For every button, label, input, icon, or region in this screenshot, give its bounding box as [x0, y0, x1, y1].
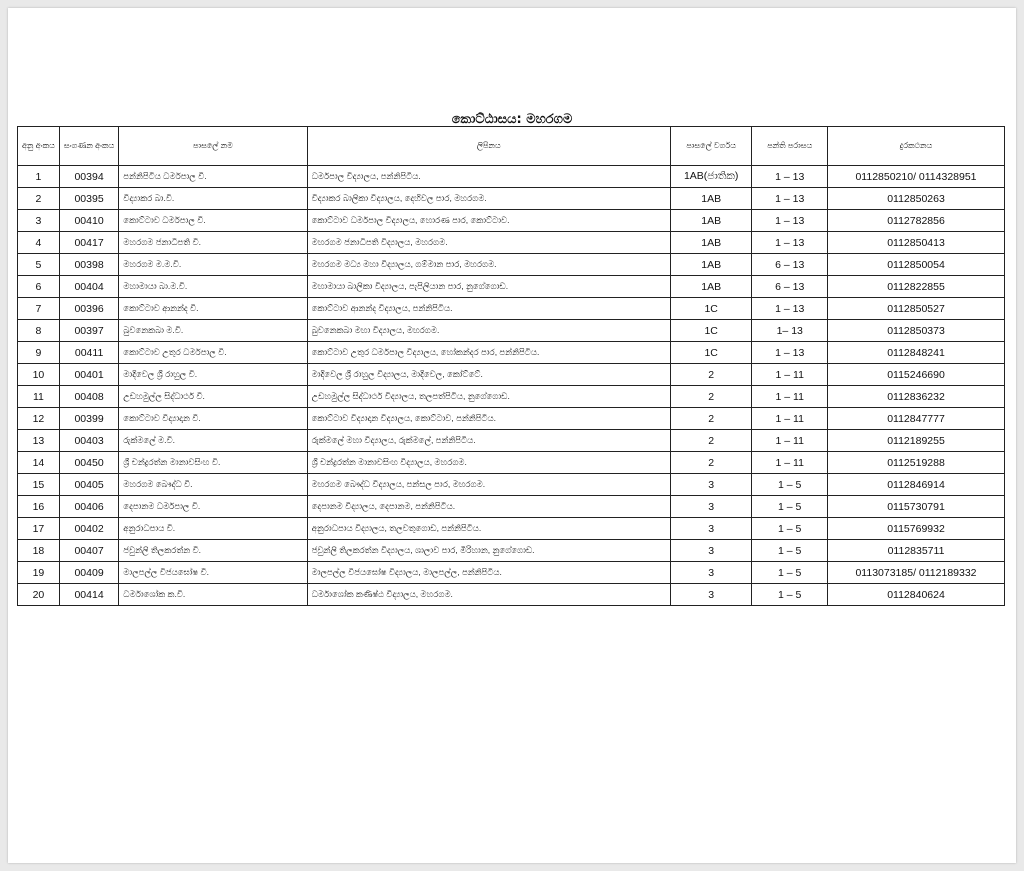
cell-type: 3 [670, 496, 752, 518]
cell-grades: 1 – 13 [752, 342, 828, 364]
cell-code: 00394 [59, 166, 118, 188]
cell-grades: 1 – 5 [752, 584, 828, 606]
cell-no: 2 [18, 188, 60, 210]
header-phone: දුරකථනය [828, 127, 1005, 166]
cell-phone: 0112850373 [828, 320, 1005, 342]
cell-type: 1AB [670, 276, 752, 298]
table-row [18, 408, 1005, 430]
cell-code: 00401 [59, 364, 118, 386]
schools-table [17, 126, 1005, 606]
cell-name: පන්නිපිටිය ධර්මපාල වි. [119, 166, 307, 188]
cell-address: කොට්ටාව විද්‍යාදාන විද්‍යාලය, කොට්ටාව, පන්නිපිටිය. [307, 408, 670, 430]
table-row [18, 562, 1005, 584]
cell-name: බුවනෙකබා ම.වි. [119, 320, 307, 342]
table-row [18, 518, 1005, 540]
cell-grades: 1– 13 [752, 320, 828, 342]
cell-grades: 1 – 13 [752, 166, 828, 188]
cell-type: 1AB [670, 188, 752, 210]
cell-type: 1AB(ජාතික) [670, 166, 752, 188]
cell-type: 3 [670, 474, 752, 496]
table-row [18, 320, 1005, 342]
table-body [18, 166, 1005, 606]
cell-code: 00395 [59, 188, 118, 210]
cell-phone: 0115730791 [828, 496, 1005, 518]
table-row [18, 430, 1005, 452]
cell-address: ශ්‍රී චන්ද්‍රරත්න මානාවසිංහ විද්‍යාලය, මහරගම. [307, 452, 670, 474]
cell-phone: 0112847777 [828, 408, 1005, 430]
cell-address: කොට්ටාව ආනන්ද විද්‍යාලය, පන්නිපිටිය. [307, 298, 670, 320]
table-row [18, 452, 1005, 474]
cell-code: 00414 [59, 584, 118, 606]
cell-type: 1C [670, 298, 752, 320]
cell-phone: 0112846914 [828, 474, 1005, 496]
header-type: පාසලේ වර්ගය [670, 127, 752, 166]
cell-address: ධර්මාශෝක කණිෂ්ඨ විද්‍යාලය, මහරගම. [307, 584, 670, 606]
cell-phone: 0112850263 [828, 188, 1005, 210]
cell-name: අනුරාධපාය වි. [119, 518, 307, 540]
table-header-row [18, 127, 1005, 166]
page-title: කොට්ඨාසය: මහරගම [451, 112, 573, 127]
cell-phone: 0112519288 [828, 452, 1005, 474]
cell-phone: 0112835711 [828, 540, 1005, 562]
cell-grades: 1 – 5 [752, 518, 828, 540]
cell-address: විද්‍යාකර බාලිකා විද්‍යාලය, දෙහිවල පාර, මහරගම. [307, 188, 670, 210]
header-address: ලිපිනය [307, 127, 670, 166]
table-row [18, 540, 1005, 562]
cell-grades: 1 – 11 [752, 452, 828, 474]
cell-code: 00408 [59, 386, 118, 408]
cell-name: මාලපල්ල විජයඝෝෂ වි. [119, 562, 307, 584]
table-row [18, 254, 1005, 276]
cell-address: අනුරාධපාය විද්‍යාලය, තලවතුගොඩ, පන්නිපිටිය. [307, 518, 670, 540]
cell-grades: 1 – 13 [752, 210, 828, 232]
cell-name: කොට්ටාව ධර්මපාල වි. [119, 210, 307, 232]
cell-phone: 0112850210/ 0114328951 [828, 166, 1005, 188]
cell-grades: 1 – 11 [752, 408, 828, 430]
cell-address: කොට්ටාව උතුර ධර්මපාල විද්‍යාලය, හෝකන්දර පාර, පන්නිපිටිය. [307, 342, 670, 364]
cell-name: මහරගම බෞද්ධ වි. [119, 474, 307, 496]
cell-name: ශ්‍රී චන්ද්‍රරත්න මානාවසිංහ වි. [119, 452, 307, 474]
cell-name: මාදිවෙල ශ්‍රී රාහුල වි. [119, 364, 307, 386]
cell-address: මාලපල්ල විජයඝෝෂ විද්‍යාලය, මාලපල්ල, පන්නිපිටිය. [307, 562, 670, 584]
cell-no: 6 [18, 276, 60, 298]
cell-name: ජවුන්ලි තිලකරත්න වි. [119, 540, 307, 562]
table-row [18, 298, 1005, 320]
cell-no: 5 [18, 254, 60, 276]
cell-grades: 1 – 5 [752, 562, 828, 584]
cell-no: 1 [18, 166, 60, 188]
cell-grades: 6 – 13 [752, 254, 828, 276]
cell-address: දෙපානම විද්‍යාලය, දෙපානම, පන්නිපිටිය. [307, 496, 670, 518]
cell-type: 3 [670, 540, 752, 562]
cell-no: 17 [18, 518, 60, 540]
cell-type: 3 [670, 518, 752, 540]
cell-code: 00407 [59, 540, 118, 562]
cell-type: 3 [670, 562, 752, 584]
header-no: අනු අංකය [18, 127, 60, 166]
cell-grades: 1 – 5 [752, 540, 828, 562]
cell-address: මාදිවෙල ශ්‍රී රාහුල විද්‍යාලය, මාදිවෙල, කෝට්ටේ. [307, 364, 670, 386]
cell-no: 18 [18, 540, 60, 562]
cell-code: 00404 [59, 276, 118, 298]
cell-type: 2 [670, 430, 752, 452]
cell-type: 1AB [670, 232, 752, 254]
cell-no: 12 [18, 408, 60, 430]
cell-address: රුක්මලේ මහා විද්‍යාලය, රුක්මලේ, පන්නිපිටිය. [307, 430, 670, 452]
cell-code: 00405 [59, 474, 118, 496]
cell-code: 00410 [59, 210, 118, 232]
cell-type: 2 [670, 452, 752, 474]
cell-grades: 1 – 13 [752, 298, 828, 320]
cell-grades: 1 – 11 [752, 364, 828, 386]
cell-address: ධර්මපාල විද්‍යාලය, පන්නිපිටිය. [307, 166, 670, 188]
table-row [18, 188, 1005, 210]
cell-phone: 0112840624 [828, 584, 1005, 606]
cell-type: 2 [670, 386, 752, 408]
cell-phone: 0113073185/ 0112189332 [828, 562, 1005, 584]
cell-name: දෙපානම ධර්මපාල වි. [119, 496, 307, 518]
cell-type: 1AB [670, 210, 752, 232]
cell-phone: 0112782856 [828, 210, 1005, 232]
cell-grades: 6 – 13 [752, 276, 828, 298]
cell-name: ධර්මාශෝක ක.වි. [119, 584, 307, 606]
cell-type: 1C [670, 320, 752, 342]
cell-phone: 0112850527 [828, 298, 1005, 320]
cell-phone: 0112189255 [828, 430, 1005, 452]
table-row [18, 342, 1005, 364]
cell-phone: 0112848241 [828, 342, 1005, 364]
cell-no: 9 [18, 342, 60, 364]
cell-address: කොට්ටාව ධර්මපාල විද්‍යාලය, හොරණ පාර, කොට්ටාව. [307, 210, 670, 232]
cell-no: 7 [18, 298, 60, 320]
cell-no: 11 [18, 386, 60, 408]
cell-name: විද්‍යාකර බා.වි. [119, 188, 307, 210]
cell-phone: 0112836232 [828, 386, 1005, 408]
cell-name: උඩහමුල්ල සිද්ධාර්ථ වි. [119, 386, 307, 408]
cell-code: 00399 [59, 408, 118, 430]
cell-no: 4 [18, 232, 60, 254]
cell-code: 00398 [59, 254, 118, 276]
cell-grades: 1 – 11 [752, 430, 828, 452]
cell-type: 3 [670, 584, 752, 606]
cell-no: 16 [18, 496, 60, 518]
cell-code: 00402 [59, 518, 118, 540]
document-page [8, 8, 1016, 863]
cell-no: 19 [18, 562, 60, 584]
cell-name: මහරගම ජනාධිපති වි. [119, 232, 307, 254]
table-row [18, 210, 1005, 232]
cell-address: බුවනෙකබා මහා විද්‍යාලය, මහරගම. [307, 320, 670, 342]
cell-address: මහරගම ජනාධිපති විද්‍යාලය, මහරගම. [307, 232, 670, 254]
cell-grades: 1 – 11 [752, 386, 828, 408]
cell-type: 2 [670, 408, 752, 430]
table-row [18, 386, 1005, 408]
cell-address: ජවුන්ලි තිලකරත්න විද්‍යාලය, ශාලාව පාර, මිරිහාන, නුගේගොඩ. [307, 540, 670, 562]
table-row [18, 474, 1005, 496]
cell-no: 15 [18, 474, 60, 496]
cell-name: කොට්ටාව ආනන්ද වි. [119, 298, 307, 320]
table-row [18, 166, 1005, 188]
table-row [18, 232, 1005, 254]
cell-code: 00403 [59, 430, 118, 452]
cell-name: රුක්මලේ ම.වි. [119, 430, 307, 452]
cell-no: 10 [18, 364, 60, 386]
cell-address: උඩහමුල්ල සිද්ධාර්ථ විද්‍යාලය, තලපත්පිටිය, නුගේගොඩ. [307, 386, 670, 408]
cell-phone: 0115769932 [828, 518, 1005, 540]
cell-no: 8 [18, 320, 60, 342]
cell-no: 14 [18, 452, 60, 474]
cell-name: කොට්ටාව උතුර ධර්මපාල වි. [119, 342, 307, 364]
cell-name: මහාමායා බා.ම.වි. [119, 276, 307, 298]
cell-grades: 1 – 13 [752, 188, 828, 210]
cell-grades: 1 – 13 [752, 232, 828, 254]
cell-address: මහරගම මධ්‍ය මහා විද්‍යාලය, ගම්මාන පාර, මහරගම. [307, 254, 670, 276]
table-row [18, 276, 1005, 298]
cell-code: 00417 [59, 232, 118, 254]
table-row [18, 364, 1005, 386]
table-row [18, 584, 1005, 606]
cell-phone: 0115246690 [828, 364, 1005, 386]
cell-code: 00450 [59, 452, 118, 474]
cell-no: 3 [18, 210, 60, 232]
cell-type: 1C [670, 342, 752, 364]
cell-code: 00411 [59, 342, 118, 364]
cell-type: 1AB [670, 254, 752, 276]
cell-phone: 0112850054 [828, 254, 1005, 276]
cell-no: 20 [18, 584, 60, 606]
table-row [18, 496, 1005, 518]
cell-phone: 0112850413 [828, 232, 1005, 254]
cell-phone: 0112822855 [828, 276, 1005, 298]
cell-no: 13 [18, 430, 60, 452]
cell-type: 2 [670, 364, 752, 386]
cell-grades: 1 – 5 [752, 474, 828, 496]
cell-grades: 1 – 5 [752, 496, 828, 518]
header-grades: පන්ති පරාසය [752, 127, 828, 166]
header-code: සංගණන අංකය [59, 127, 118, 166]
header-name: පාසලේ නම [119, 127, 307, 166]
cell-name: කොට්ටාව විද්‍යාදාන වි. [119, 408, 307, 430]
cell-code: 00406 [59, 496, 118, 518]
cell-code: 00397 [59, 320, 118, 342]
cell-address: මහාමායා බාලිකා විද්‍යාලය, පැපිලියාන පාර, නුගේගොඩ. [307, 276, 670, 298]
cell-address: මහරගම බෞද්ධ විද්‍යාලය, පන්සල පාර, මහරගම. [307, 474, 670, 496]
cell-code: 00396 [59, 298, 118, 320]
cell-code: 00409 [59, 562, 118, 584]
cell-name: මහරගම ම.ම.වි. [119, 254, 307, 276]
